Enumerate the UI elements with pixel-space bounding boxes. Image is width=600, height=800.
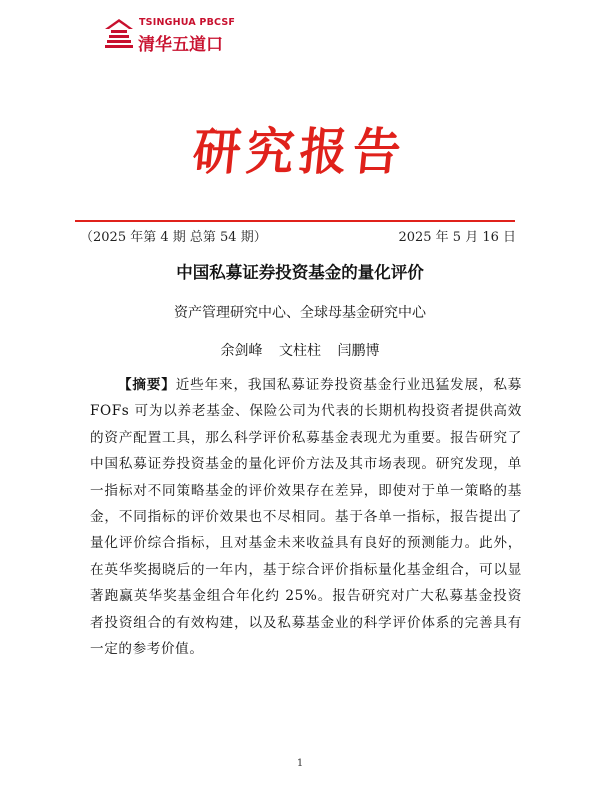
report-heading: 研究报告 [190, 122, 409, 181]
organization: 资产管理研究中心、全球母基金研究中心 [174, 305, 426, 321]
abstract-label: 【摘要】 [118, 377, 176, 393]
abstract-text: 近些年来，我国私募证券投资基金行业迅猛发展，私募 FOFs 可为以养老基金、保险公司为代表的长期机构投资者提供高效的资产配置工具，那么科学评价私募基金表现尤为重要。报告研究了中国私募证券投资基金的量化评价方法及其市场表现。研究发现，单一指标对不同策略基金的评价效果存在差异，即使对于单一策略的基金，不同指标的评价效果也不尽相同。基于各单一指标，报告提出了量化评价综合指标，且对基金未来收益具有良好的预测能力。此外，在英华奖揭晓后的一年内，基于综合评价指标量化基金组合，可以显著跑赢英华奖基金组合年化约 25%。报告研究对广大私募基金投资者投资组合的有效构建，以及私募基金业的科学评价体系的完善具有一定的参考价值。 [90, 377, 522, 658]
header-logo [104, 16, 274, 56]
issue-date: 2025 年 5 月 16 日 [398, 230, 516, 245]
issue-number: （2025 年第 4 期 总第 54 期） [80, 230, 267, 245]
header-divider [75, 220, 515, 222]
pbcsf-emblem-icon [104, 18, 134, 48]
issue-row [80, 226, 516, 246]
authors: 余剑峰 文柱柱 闫鹏博 [220, 343, 380, 359]
abstract [90, 372, 522, 662]
document-title: 中国私募证券投资基金的量化评价 [176, 263, 424, 282]
page-number: 1 [296, 758, 304, 769]
logo-name-cn: 清华五道口 [138, 35, 223, 55]
logo-name-en: TSINGHUA PBCSF [139, 17, 236, 28]
